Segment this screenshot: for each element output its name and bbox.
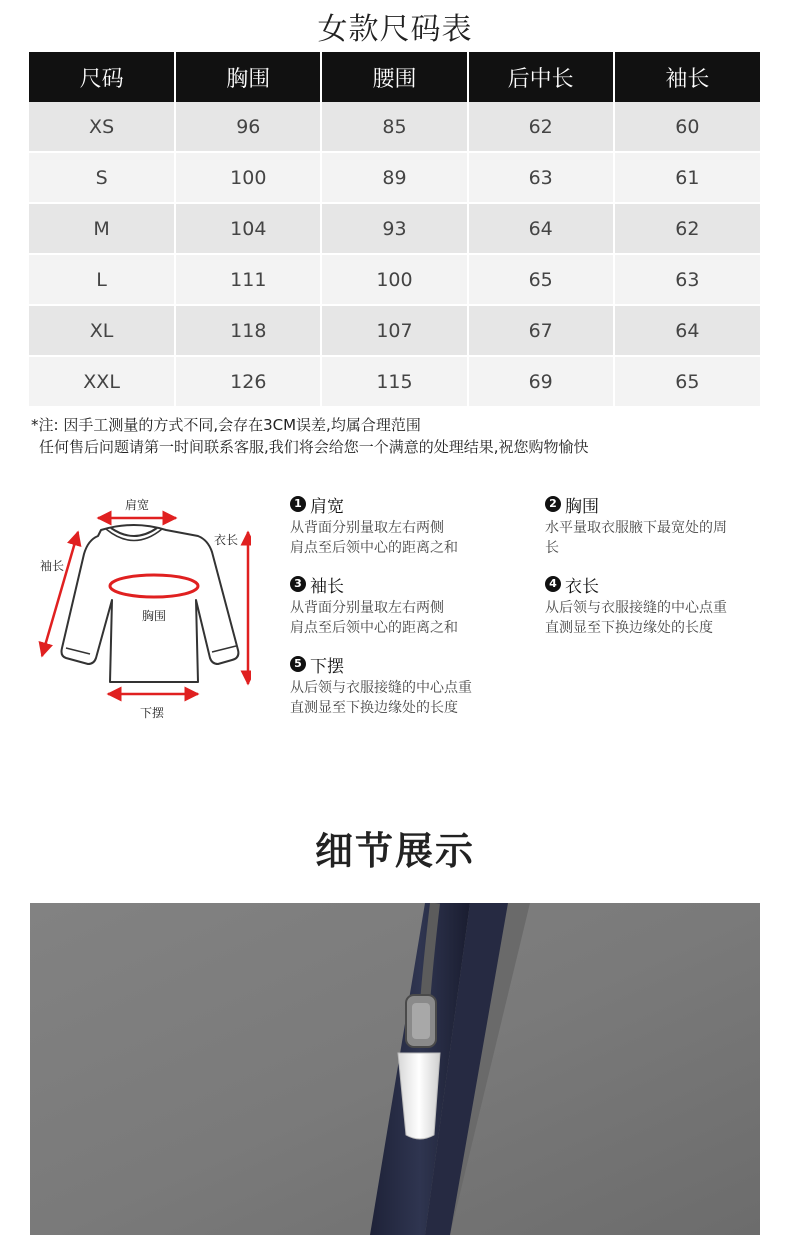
table-row (29, 152, 760, 203)
measure-desc: 肩点至后领中心的距离之和 (290, 620, 458, 636)
number-badge: 1 (290, 496, 306, 512)
header-sleeve: 袖长 (614, 52, 760, 102)
measure-desc: 从背面分别量取左右两侧 (290, 600, 444, 616)
table-cell: 65 (614, 356, 760, 407)
table-cell: XXL (29, 356, 175, 407)
measure-title: 肩宽 (310, 496, 344, 517)
table-row (29, 254, 760, 305)
size-table (29, 52, 760, 408)
header-back-length: 后中长 (468, 52, 614, 102)
table-cell: 67 (468, 305, 614, 356)
zipper-detail-photo (30, 903, 760, 1235)
measure-sleeve (290, 572, 520, 638)
table-cell: 93 (321, 203, 467, 254)
measure-title: 胸围 (565, 496, 599, 517)
garment-diagram (36, 492, 251, 726)
table-cell: 65 (468, 254, 614, 305)
measure-title: 袖长 (310, 576, 344, 597)
shirt-outline (62, 525, 239, 682)
table-cell: 62 (614, 203, 760, 254)
note-line-1: *注: 因手工测量的方式不同,会存在3CM误差,均属合理范围 (31, 416, 421, 434)
table-row (29, 356, 760, 407)
table-cell: M (29, 203, 175, 254)
measure-title: 衣长 (565, 576, 599, 597)
table-cell: 60 (614, 102, 760, 152)
number-badge: 2 (545, 496, 561, 512)
table-cell: 64 (468, 203, 614, 254)
measure-title: 下摆 (310, 656, 344, 677)
table-row (29, 102, 760, 152)
table-cell: L (29, 254, 175, 305)
page-title: 女款尺码表 (317, 12, 473, 47)
table-cell: 62 (468, 102, 614, 152)
table-cell: 96 (175, 102, 321, 152)
table-cell: 61 (614, 152, 760, 203)
table-cell: 100 (175, 152, 321, 203)
measure-desc: 从背面分别量取左右两侧 (290, 520, 444, 536)
table-cell: 115 (321, 356, 467, 407)
measure-hem (290, 652, 520, 718)
number-badge: 3 (290, 576, 306, 592)
table-cell: XL (29, 305, 175, 356)
table-cell: XS (29, 102, 175, 152)
table-cell: 64 (614, 305, 760, 356)
table-cell: 107 (321, 305, 467, 356)
measure-desc: 从后领与衣服接缝的中心点重 (545, 600, 727, 616)
header-size: 尺码 (29, 52, 175, 102)
label-length: 衣长 (213, 533, 239, 547)
measure-desc: 直测显至下换边缘处的长度 (545, 620, 713, 636)
table-row (29, 203, 760, 254)
measure-chest (545, 492, 775, 558)
header-waist: 腰围 (321, 52, 467, 102)
table-cell: 69 (468, 356, 614, 407)
table-cell: 104 (175, 203, 321, 254)
table-row (29, 305, 760, 356)
label-hem: 下摆 (139, 706, 165, 720)
measure-desc: 直测显至下换边缘处的长度 (290, 700, 458, 716)
table-cell: S (29, 152, 175, 203)
zipper-illustration (30, 903, 760, 1235)
number-badge: 5 (290, 656, 306, 672)
table-cell: 100 (321, 254, 467, 305)
measure-desc: 长 (545, 540, 559, 556)
header-chest: 胸围 (175, 52, 321, 102)
table-cell: 111 (175, 254, 321, 305)
table-header-row (29, 52, 760, 102)
label-chest: 胸围 (141, 609, 167, 623)
measurement-note (31, 414, 589, 458)
shirt-illustration (36, 492, 251, 722)
table-cell: 89 (321, 152, 467, 203)
table-cell: 85 (321, 102, 467, 152)
measure-length (545, 572, 775, 638)
label-shoulder: 肩宽 (124, 498, 150, 512)
table-cell: 126 (175, 356, 321, 407)
detail-section-title: 细节展示 (314, 829, 475, 873)
measure-desc: 肩点至后领中心的距离之和 (290, 540, 458, 556)
table-cell: 63 (614, 254, 760, 305)
table-cell: 118 (175, 305, 321, 356)
note-line-2: 任何售后问题请第一时间联系客服,我们将会给您一个满意的处理结果,祝您购物愉快 (39, 438, 589, 456)
number-badge: 4 (545, 576, 561, 592)
measure-desc: 从后领与衣服接缝的中心点重 (290, 680, 472, 696)
label-sleeve: 袖长 (39, 559, 65, 573)
table-cell: 63 (468, 152, 614, 203)
measure-shoulder (290, 492, 520, 558)
measure-desc: 水平量取衣服腋下最宽处的周 (545, 520, 727, 536)
